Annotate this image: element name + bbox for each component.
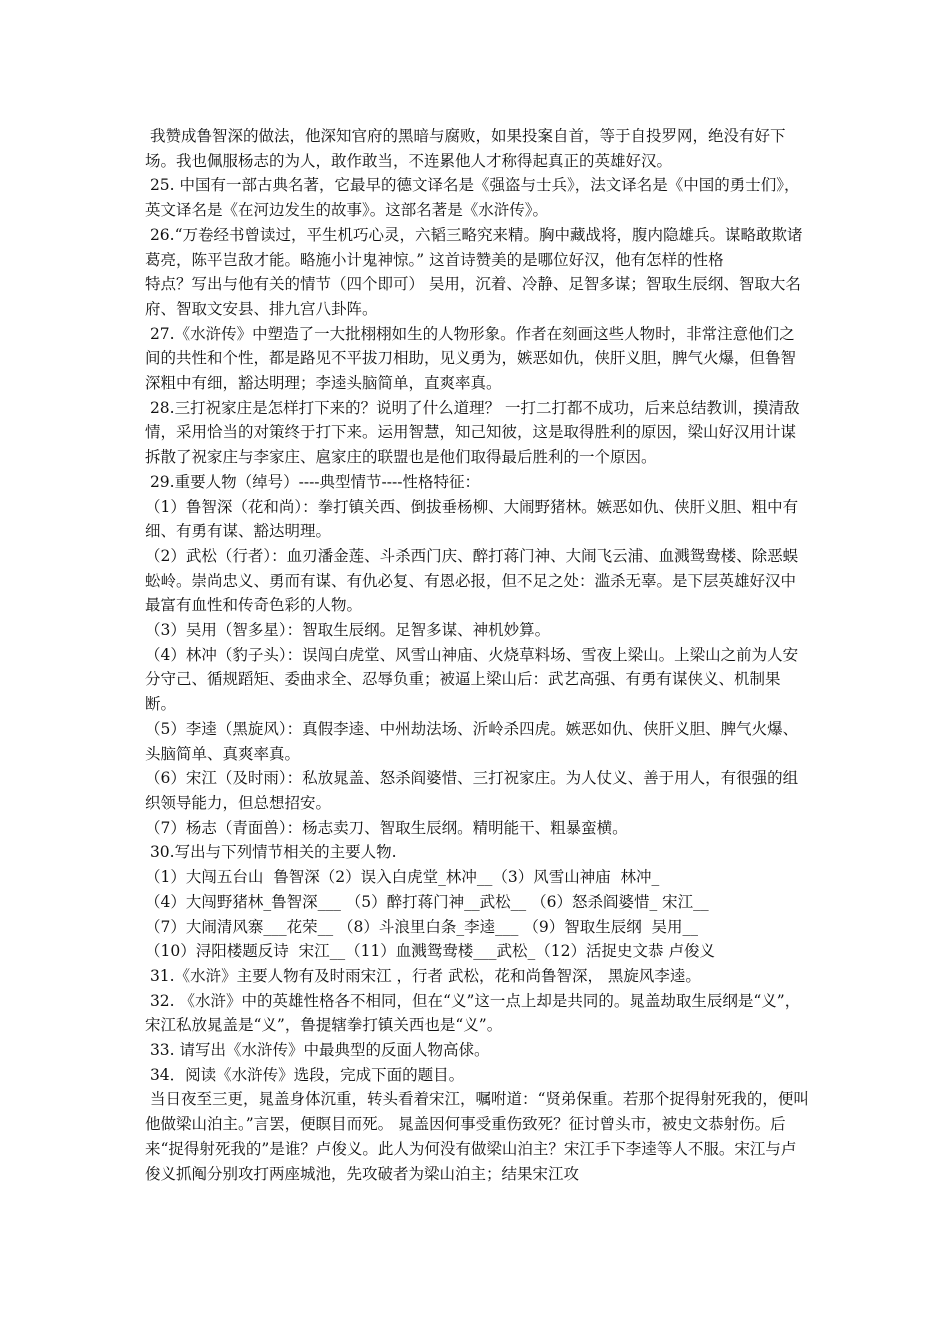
paragraph: （2）武松（行者）：血刃潘金莲、斗杀西门庆、醉打蒋门神、大闹飞云浦、血溅鸳鸯楼、除恶蜈蚣岭。崇尚忠义、勇而有谋、有仇必复、有恩必报，但不足之处：滥杀无辜。是下层英雄好汉中最富有血性和传奇色彩的人物。 xyxy=(145,546,799,615)
paragraph: 27.《水浒传》中塑造了一大批栩栩如生的人物形象。作者在刻画这些人物时，非常注意他们之间的共性和个性，都是路见不平拔刀相助，见义勇为，嫉恶如仇，侠肝义胆，脾气火爆，但鲁智深粗中有细，豁达明理；李逵头脑简单，直爽率真。 xyxy=(145,324,797,393)
paragraph: （4）大闯野猪林_鲁智深___ （5）醉打蒋门神__武松__ （6）怒杀阎婆惜_ 宋江__ xyxy=(145,892,709,911)
paragraph: 26.“万卷经书曾读过，平生机巧心灵，六韬三略究来精。胸中藏战将，腹内隐雄兵。谋略敢欺诸葛亮，陈平岂敌才能。略施小计鬼神惊。” 这首诗赞美的是哪位好汉，他有怎样的性格 xyxy=(145,225,803,269)
paragraph: （7）杨志（青面兽）：杨志卖刀、智取生辰纲。精明能干、粗暴蛮横。 xyxy=(145,818,628,837)
paragraph: （5）李逵（黑旋风）：真假李逵、中州劫法场、沂岭杀四虎。嫉恶如仇、侠肝义胆、脾气火爆、头脑简单、真爽率真。 xyxy=(145,719,799,763)
paragraph: （10）浔阳楼题反诗 宋江__（11）血溅鸳鸯楼___武松_（12）活捉史文恭 卢俊义 xyxy=(145,942,715,961)
paragraph: 29.重要人物（绰号）----典型情节----性格特征： xyxy=(145,472,480,491)
paragraph: 34．阅读《水浒传》选段，完成下面的题目。 xyxy=(145,1065,465,1084)
paragraph: 33. 请写出《水浒传》中最典型的反面人物高俅。 xyxy=(145,1041,490,1060)
paragraph: 特点？写出与他有关的情节（四个即可） 吴用，沉着、冷静、足智多谋；智取生辰纲、智取大名府、智取文安县、排九宫八卦阵。 xyxy=(145,275,801,318)
paragraph: 当日夜至三更，晁盖身体沉重，转头看着宋江，嘱咐道：“贤弟保重。若那个捉得射死我的，便叫他做梁山泊主。”言罢，便瞑目而死。 晁盖因何事受重伤致死？征讨曾头市，被史文恭射伤。后来“捉得射死我的”是谁？卢俊义。此人为何没有做梁山泊主？宋江手下李逵等人不服。宋江与卢俊义抓阄分别攻打两座城池，先攻破者为梁山泊主；结果宋江攻 xyxy=(145,1090,809,1183)
paragraph: 31.《水浒》主要人物有及时雨宋江 ，行者 武松，花和尚鲁智深， 黑旋风李逵。 xyxy=(145,966,701,985)
paragraph: （7）大闹清风寨___花荣__ （8）斗浪里白条_李逵___ （9）智取生辰纲 吴用__ xyxy=(145,917,699,936)
document-body xyxy=(145,124,810,1186)
paragraph: （3）吴用（智多星）：智取生辰纲。足智多谋、神机妙算。 xyxy=(145,621,551,640)
paragraph: （1）鲁智深（花和尚）：拳打镇关西、倒拔垂杨柳、大闹野猪林。嫉恶如仇、侠肝义胆、粗中有细、有勇有谋、豁达明理。 xyxy=(145,497,799,541)
paragraph: 我赞成鲁智深的做法，他深知官府的黑暗与腐败，如果投案自首，等于自投罗网，绝没有好下场。我也佩服杨志的为人，敢作敢当，不连累他人才称得起真正的英雄好汉。 xyxy=(145,127,786,170)
paragraph: （4）林冲（豹子头）：误闯白虎堂、风雪山神庙、火烧草料场、雪夜上梁山。上梁山之前为人安分守己、循规蹈矩、委曲求全、忍辱负重；被逼上梁山后：武艺高强、有勇有谋侠义、机制果断。 xyxy=(145,645,799,714)
paragraph: 25. 中国有一部古典名著，它最早的德文译名是《强盗与士兵》，法文译名是《中国的勇士们》，英文译名是《在河边发生的故事》。这部名著是《水浒传》。 xyxy=(145,176,800,220)
paragraph: 30.写出与下列情节相关的主要人物. xyxy=(145,843,397,862)
paragraph: （6）宋江（及时雨）：私放晁盖、怒杀阎婆惜、三打祝家庄。为人仗义、善于用人，有很强的组织领导能力，但总想招安。 xyxy=(145,769,799,812)
paragraph: （1）大闯五台山 鲁智深（2）误入白虎堂_林冲__（3）风雪山神庙 林冲_ xyxy=(145,868,660,887)
paragraph: 32. 《水浒》中的英雄性格各不相同，但在“义”这一点上却是共同的。晁盖劫取生辰纲是“义”，宋江私放晁盖是“义”，鲁提辖拳打镇关西也是“义”。 xyxy=(145,991,801,1035)
paragraph: 28.三打祝家庄是怎样打下来的？说明了什么道理？ 一打二打都不成功，后来总结教训，摸清敌情，采用恰当的对策终于打下来。运用智慧，知己知彼，这是取得胜利的原因，梁山好汉用计谋拆散了祝家庄与李家庄、扈家庄的联盟也是他们取得最后胜利的一个原因。 xyxy=(145,398,800,467)
